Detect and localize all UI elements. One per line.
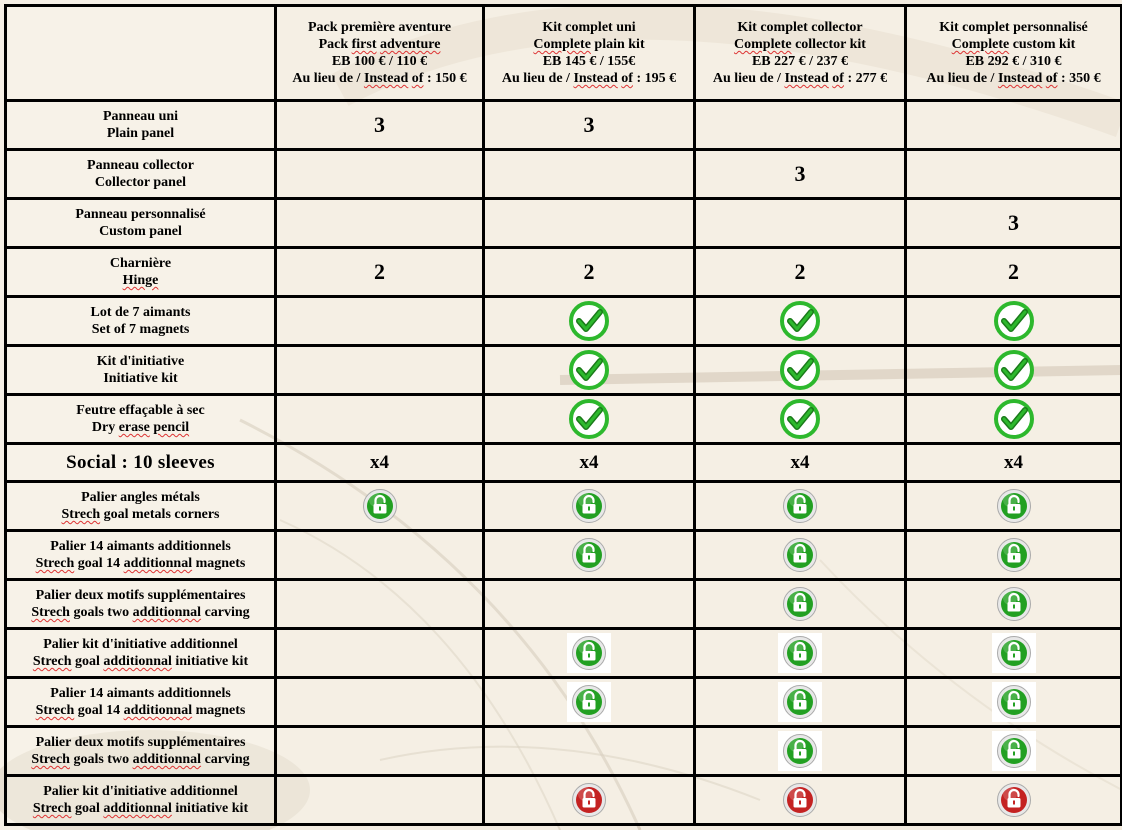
table-cell bbox=[276, 248, 484, 297]
row-label bbox=[6, 199, 276, 248]
row-label bbox=[6, 150, 276, 199]
row-label bbox=[6, 531, 276, 580]
row-label-en: Set of 7 magnets bbox=[91, 322, 190, 337]
header-instead-part: Au lieu de / bbox=[926, 71, 998, 86]
table-row bbox=[6, 482, 1122, 531]
locked-lock-icon bbox=[996, 782, 1032, 818]
header-corner-cell bbox=[6, 6, 276, 101]
table-cell bbox=[484, 150, 695, 199]
header-cell-1 bbox=[276, 6, 484, 101]
table-row bbox=[6, 444, 1122, 482]
table-cell bbox=[906, 678, 1122, 727]
check-icon bbox=[779, 398, 821, 440]
row-label-en: Strech goal 14 additionnal magnets bbox=[35, 556, 246, 571]
header-instead-part: of bbox=[621, 71, 633, 86]
header-title-fr bbox=[698, 19, 902, 36]
unlocked-lock-icon bbox=[782, 635, 818, 671]
table-cell bbox=[484, 248, 695, 297]
header-en-part: adventure bbox=[380, 37, 441, 52]
comparison-table bbox=[4, 4, 1122, 826]
cell-value: x4 bbox=[1004, 451, 1023, 473]
table-cell bbox=[276, 629, 484, 678]
table-cell bbox=[276, 482, 484, 531]
table-cell bbox=[484, 727, 695, 776]
check-icon bbox=[993, 300, 1035, 342]
header-en-part: collector kit bbox=[791, 37, 866, 52]
header-cell-3 bbox=[695, 6, 906, 101]
table-cell bbox=[906, 101, 1122, 150]
row-label bbox=[6, 629, 276, 678]
row-label bbox=[6, 678, 276, 727]
cell-value: 2 bbox=[1008, 259, 1019, 284]
table-cell bbox=[484, 199, 695, 248]
header-title-fr-text: Kit complet personnalisé bbox=[939, 20, 1088, 35]
table-row bbox=[6, 150, 1122, 199]
table-cell bbox=[695, 727, 906, 776]
table-cell bbox=[906, 727, 1122, 776]
row-label-en: Strech goals two additionnal carving bbox=[31, 605, 250, 620]
lock-icon-box bbox=[778, 682, 822, 722]
row-label-fr: Lot de 7 aimants bbox=[90, 305, 191, 320]
table-cell bbox=[906, 346, 1122, 395]
row-label-en: Initiative kit bbox=[103, 371, 178, 386]
table-cell bbox=[276, 776, 484, 825]
unlocked-lock-icon bbox=[782, 537, 818, 573]
row-label bbox=[6, 101, 276, 150]
table-cell bbox=[276, 444, 484, 482]
table-cell bbox=[276, 101, 484, 150]
table-cell bbox=[695, 678, 906, 727]
table-cell bbox=[484, 346, 695, 395]
table-cell bbox=[276, 297, 484, 346]
header-instead bbox=[909, 70, 1118, 87]
header-cell-4 bbox=[906, 6, 1122, 101]
header-en-part: plain kit bbox=[590, 37, 645, 52]
unlocked-lock-icon bbox=[782, 684, 818, 720]
table-cell bbox=[695, 395, 906, 444]
header-en-part: custom kit bbox=[1009, 37, 1076, 52]
row-label-fr: Palier 14 aimants additionnels bbox=[50, 539, 231, 554]
cell-value: x4 bbox=[370, 451, 389, 473]
header-title-fr bbox=[909, 19, 1118, 36]
check-icon bbox=[568, 300, 610, 342]
unlocked-lock-icon bbox=[996, 635, 1032, 671]
table-row bbox=[6, 395, 1122, 444]
header-price bbox=[487, 53, 691, 70]
header-title-en bbox=[698, 36, 902, 53]
unlocked-lock-icon bbox=[782, 586, 818, 622]
table-cell bbox=[276, 727, 484, 776]
check-icon bbox=[568, 398, 610, 440]
row-label-en: Strech goal additionnal initiative kit bbox=[32, 801, 249, 816]
table-cell bbox=[484, 482, 695, 531]
check-icon bbox=[779, 300, 821, 342]
table-cell bbox=[906, 580, 1122, 629]
check-icon bbox=[568, 349, 610, 391]
header-price bbox=[698, 53, 902, 70]
table-row bbox=[6, 776, 1122, 825]
table-cell bbox=[695, 482, 906, 531]
header-en-part: first bbox=[351, 37, 377, 52]
cell-value: x4 bbox=[579, 451, 599, 473]
row-label bbox=[6, 776, 276, 825]
row-label bbox=[6, 580, 276, 629]
header-title-fr-text: Kit complet collector bbox=[737, 20, 863, 35]
header-title-en bbox=[487, 36, 691, 53]
row-label-fr: Panneau personnalisé bbox=[75, 207, 206, 222]
unlocked-lock-icon bbox=[362, 488, 398, 524]
header-title-fr bbox=[279, 19, 480, 36]
header-instead bbox=[487, 70, 691, 87]
table-cell bbox=[906, 395, 1122, 444]
table-row bbox=[6, 199, 1122, 248]
row-label bbox=[6, 297, 276, 346]
header-instead-part: of bbox=[1045, 71, 1058, 86]
header-instead-part: : 150 € bbox=[423, 71, 467, 86]
unlocked-lock-icon bbox=[571, 635, 607, 671]
header-price-text: EB 145 € / 155€ bbox=[542, 54, 636, 69]
table-cell bbox=[695, 776, 906, 825]
header-title-fr-text: Pack première aventure bbox=[307, 20, 452, 35]
table-cell bbox=[695, 629, 906, 678]
row-label-en: Collector panel bbox=[94, 175, 187, 190]
lock-icon-box bbox=[992, 731, 1036, 771]
table-cell bbox=[695, 531, 906, 580]
header-title-en bbox=[279, 36, 480, 53]
row-label-fr: Charnière bbox=[109, 256, 172, 271]
row-label-fr: Panneau uni bbox=[102, 109, 179, 124]
row-label-fr: Feutre effaçable à sec bbox=[76, 403, 205, 418]
header-price bbox=[909, 53, 1118, 70]
table-cell bbox=[484, 297, 695, 346]
row-label bbox=[6, 248, 276, 297]
header-instead bbox=[279, 70, 480, 87]
table-row bbox=[6, 580, 1122, 629]
header-instead-part: of bbox=[832, 71, 844, 86]
header-instead-part: Instead bbox=[363, 71, 409, 86]
table-cell bbox=[906, 482, 1122, 531]
table-cell bbox=[484, 444, 695, 482]
table-cell bbox=[695, 297, 906, 346]
row-label-en: Custom panel bbox=[99, 224, 182, 239]
row-label bbox=[6, 346, 276, 395]
header-price-text: EB 227 € / 237 € bbox=[751, 54, 849, 69]
cell-value: 3 bbox=[1008, 210, 1019, 235]
row-label-en: Strech goals two additionnal carving bbox=[31, 752, 250, 767]
table-row bbox=[6, 678, 1122, 727]
table-cell bbox=[906, 531, 1122, 580]
lock-icon-box bbox=[992, 633, 1036, 673]
header-instead-part: : 195 € bbox=[632, 71, 677, 86]
header-instead bbox=[698, 70, 902, 87]
cell-value: 3 bbox=[794, 161, 806, 186]
table-row bbox=[6, 297, 1122, 346]
header-instead-part: Instead bbox=[573, 71, 618, 86]
table-body bbox=[6, 6, 1122, 825]
header-instead-part: Au lieu de / bbox=[501, 71, 574, 86]
cell-value: 2 bbox=[374, 259, 385, 284]
table-cell bbox=[484, 101, 695, 150]
check-icon bbox=[993, 398, 1035, 440]
table-row bbox=[6, 101, 1122, 150]
row-label-fr: Palier deux motifs supplémentaires bbox=[35, 588, 246, 603]
table-cell bbox=[276, 580, 484, 629]
table-cell bbox=[484, 629, 695, 678]
unlocked-lock-icon bbox=[996, 586, 1032, 622]
table-cell bbox=[906, 150, 1122, 199]
header-title-fr bbox=[487, 19, 691, 36]
table-cell bbox=[484, 395, 695, 444]
table-cell bbox=[484, 776, 695, 825]
unlocked-lock-icon bbox=[782, 488, 818, 524]
header-instead-part: of bbox=[411, 71, 424, 86]
header-en-part: Complete bbox=[533, 37, 591, 52]
unlocked-lock-icon bbox=[571, 684, 607, 720]
table-cell bbox=[906, 629, 1122, 678]
row-label-fr: Palier kit d'initiative additionnel bbox=[43, 637, 238, 652]
cell-value: 3 bbox=[374, 112, 385, 137]
table-cell bbox=[906, 297, 1122, 346]
table-cell bbox=[695, 346, 906, 395]
unlocked-lock-icon bbox=[571, 537, 607, 573]
header-instead-part: Instead bbox=[784, 71, 829, 86]
row-label-en: Strech goal 14 additionnal magnets bbox=[35, 703, 246, 718]
table-cell bbox=[695, 101, 906, 150]
table-row bbox=[6, 248, 1122, 297]
unlocked-lock-icon bbox=[996, 684, 1032, 720]
table-row bbox=[6, 629, 1122, 678]
header-price-text: EB 100 € / 110 € bbox=[331, 54, 428, 69]
header-instead-part: : 350 € bbox=[1057, 71, 1101, 86]
header-cell-2 bbox=[484, 6, 695, 101]
row-label-fr: Palier deux motifs supplémentaires bbox=[35, 735, 246, 750]
header-price-text: EB 292 € / 310 € bbox=[965, 54, 1062, 69]
locked-lock-icon bbox=[571, 782, 607, 818]
row-label-en: Dry erase pencil bbox=[91, 420, 190, 435]
lock-icon-box bbox=[567, 682, 611, 722]
unlocked-lock-icon bbox=[996, 537, 1032, 573]
table-cell bbox=[695, 150, 906, 199]
unlocked-lock-icon bbox=[782, 733, 818, 769]
lock-icon-box bbox=[992, 682, 1036, 722]
table-cell bbox=[484, 531, 695, 580]
header-title-en bbox=[909, 36, 1118, 53]
check-icon bbox=[993, 349, 1035, 391]
row-label-fr: Kit d'initiative bbox=[96, 354, 185, 369]
table-cell bbox=[906, 199, 1122, 248]
table-cell bbox=[484, 678, 695, 727]
header-row bbox=[6, 6, 1122, 101]
row-label-en: Hinge bbox=[122, 273, 159, 288]
row-label-fr: Social : 10 sleeves bbox=[66, 452, 215, 473]
cell-value: 3 bbox=[583, 112, 595, 137]
row-label-en: Strech goal metals corners bbox=[61, 507, 220, 522]
unlocked-lock-icon bbox=[996, 488, 1032, 524]
row-label bbox=[6, 727, 276, 776]
row-label bbox=[6, 444, 276, 482]
table-row bbox=[6, 346, 1122, 395]
table-cell bbox=[276, 346, 484, 395]
table-cell bbox=[276, 531, 484, 580]
lock-icon-box bbox=[778, 633, 822, 673]
row-label-fr: Palier 14 aimants additionnels bbox=[50, 686, 231, 701]
table-cell bbox=[906, 248, 1122, 297]
unlocked-lock-icon bbox=[996, 733, 1032, 769]
locked-lock-icon bbox=[782, 782, 818, 818]
table-cell bbox=[695, 199, 906, 248]
table-cell bbox=[695, 580, 906, 629]
lock-icon-box bbox=[778, 731, 822, 771]
table-cell bbox=[276, 678, 484, 727]
header-instead-part: Au lieu de / bbox=[292, 71, 364, 86]
table-row bbox=[6, 531, 1122, 580]
header-en-part: Pack bbox=[318, 37, 352, 52]
table-cell bbox=[906, 444, 1122, 482]
header-price bbox=[279, 53, 480, 70]
table-cell bbox=[276, 395, 484, 444]
row-label-en: Strech goal additionnal initiative kit bbox=[32, 654, 249, 669]
lock-icon-box bbox=[567, 633, 611, 673]
table-cell bbox=[695, 248, 906, 297]
cell-value: x4 bbox=[790, 451, 810, 473]
row-label-fr: Palier kit d'initiative additionnel bbox=[43, 784, 238, 799]
table-cell bbox=[276, 199, 484, 248]
row-label bbox=[6, 482, 276, 531]
table-row bbox=[6, 727, 1122, 776]
header-instead-part: Instead bbox=[997, 71, 1043, 86]
row-label bbox=[6, 395, 276, 444]
header-title-fr-text: Kit complet uni bbox=[542, 20, 636, 35]
header-instead-part: Au lieu de / bbox=[712, 71, 785, 86]
check-icon bbox=[779, 349, 821, 391]
header-instead-part: : 277 € bbox=[843, 71, 888, 86]
table-cell bbox=[484, 580, 695, 629]
header-en-part: Complete bbox=[951, 37, 1010, 52]
unlocked-lock-icon bbox=[571, 488, 607, 524]
row-label-fr: Palier angles métals bbox=[81, 490, 200, 505]
header-en-part: Complete bbox=[734, 37, 792, 52]
table-cell bbox=[906, 776, 1122, 825]
cell-value: 2 bbox=[794, 259, 806, 284]
row-label-fr: Panneau collector bbox=[87, 158, 194, 173]
cell-value: 2 bbox=[583, 259, 595, 284]
table-cell bbox=[695, 444, 906, 482]
table-cell bbox=[276, 150, 484, 199]
row-label-en: Plain panel bbox=[106, 126, 175, 141]
